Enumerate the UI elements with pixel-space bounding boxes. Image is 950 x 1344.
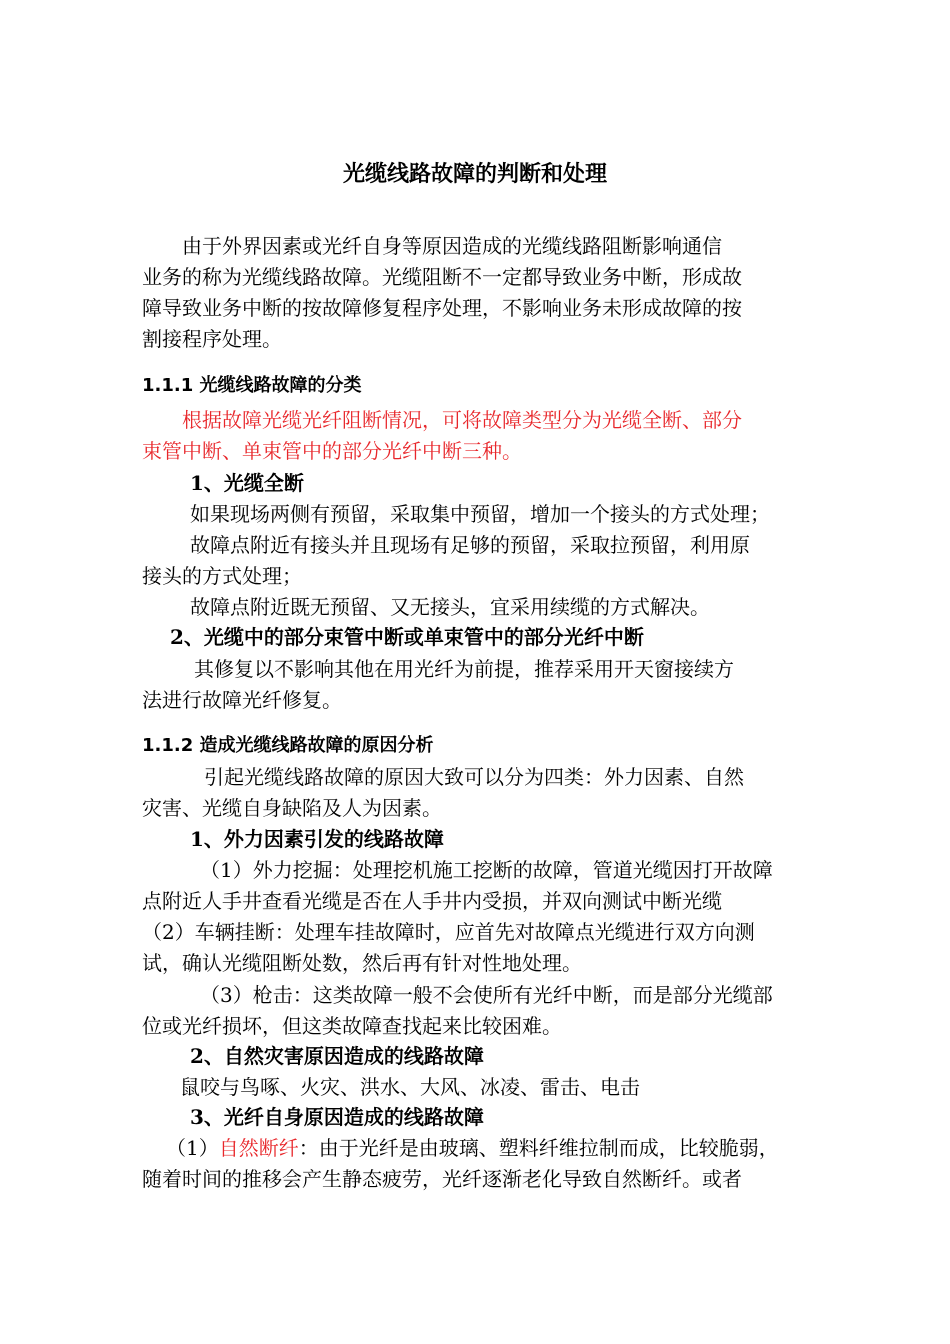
subheading-partial-break: 2、光缆中的部分束管中断或单束管中的部分光纤中断 [170, 625, 644, 649]
full-break-line-4: 故障点附近既无预留、又无接头，宜采用续缆的方式解决。 [190, 595, 710, 619]
natural-disaster-line-1: 鼠咬与鸟啄、火灾、洪水、大风、冰凌、雷击、电击 [180, 1075, 640, 1099]
external-force-line-2: 点附近人手井查看光缆是否在人手井内受损，并双向测试中断光缆 [142, 889, 722, 913]
external-force-line-4: 试，确认光缆阻断处数，然后再有针对性地处理。 [142, 951, 582, 975]
fiber-defect-line-2: 随着时间的推移会产生静态疲劳，光纤逐渐老化导致自然断纤。或者 [142, 1167, 742, 1191]
highlight-line-1: 根据故障光缆光纤阻断情况，可将故障类型分为光缆全断、部分 [182, 408, 742, 432]
intro-line-2: 业务的称为光缆线路故障。光缆阻断不一定都导致业务中断，形成故 [142, 265, 742, 289]
cause-intro-line-1: 引起光缆线路故障的原因大致可以分为四类：外力因素、自然 [204, 765, 744, 789]
fiber-defect-line-1 [166, 1133, 779, 1164]
subheading-fiber-defect: 3、光纤自身原因造成的线路故障 [190, 1105, 484, 1129]
external-force-line-1: （1）外力挖掘：处理挖机施工挖断的故障，管道光缆因打开故障 [200, 858, 773, 882]
subheading-external-force: 1、外力因素引发的线路故障 [190, 827, 444, 851]
intro-line-1: 由于外界因素或光纤自身等原因造成的光缆线路阻断影响通信 [182, 234, 722, 258]
full-break-line-2: 故障点附近有接头并且现场有足够的预留，采取拉预留，利用原 [190, 533, 750, 557]
intro-line-4: 割接程序处理。 [142, 327, 282, 351]
full-break-line-3: 接头的方式处理； [142, 564, 302, 588]
partial-break-line-2: 法进行故障光纤修复。 [142, 688, 342, 712]
subheading-full-break: 1、光缆全断 [190, 471, 304, 495]
cause-intro-line-2: 灾害、光缆自身缺陷及人为因素。 [142, 796, 442, 820]
highlight-line-2: 束管中断、单束管中的部分光纤中断三种。 [142, 439, 522, 463]
fiber-defect-prefix: （1） [166, 1136, 219, 1160]
section-heading-1-1-2: 1.1.2 造成光缆线路故障的原因分析 [142, 735, 434, 756]
intro-line-3: 障导致业务中断的按故障修复程序处理，不影响业务未形成故障的按 [142, 296, 742, 320]
document-title: 光缆线路故障的判断和处理 [342, 162, 607, 187]
fiber-defect-rest: ：由于光纤是由玻璃、塑料纤维拉制而成，比较脆弱， [298, 1136, 779, 1160]
fiber-defect-highlight: 自然断纤 [218, 1136, 299, 1160]
partial-break-line-1: 其修复以不影响其他在用光纤为前提，推荐采用开天窗接续方 [194, 657, 734, 681]
full-break-line-1: 如果现场两侧有预留，采取集中预留，增加一个接头的方式处理； [190, 502, 770, 526]
section-heading-1-1-1: 1.1.1 光缆线路故障的分类 [142, 375, 362, 396]
subheading-natural-disaster: 2、自然灾害原因造成的线路故障 [190, 1044, 484, 1068]
external-force-line-5: （3）枪击：这类故障一般不会使所有光纤中断，而是部分光缆部 [200, 983, 773, 1007]
external-force-line-6: 位或光纤损坏，但这类故障查找起来比较困难。 [142, 1014, 562, 1038]
external-force-line-3: （2）车辆挂断：处理车挂故障时，应首先对故障点光缆进行双方向测 [142, 920, 755, 944]
